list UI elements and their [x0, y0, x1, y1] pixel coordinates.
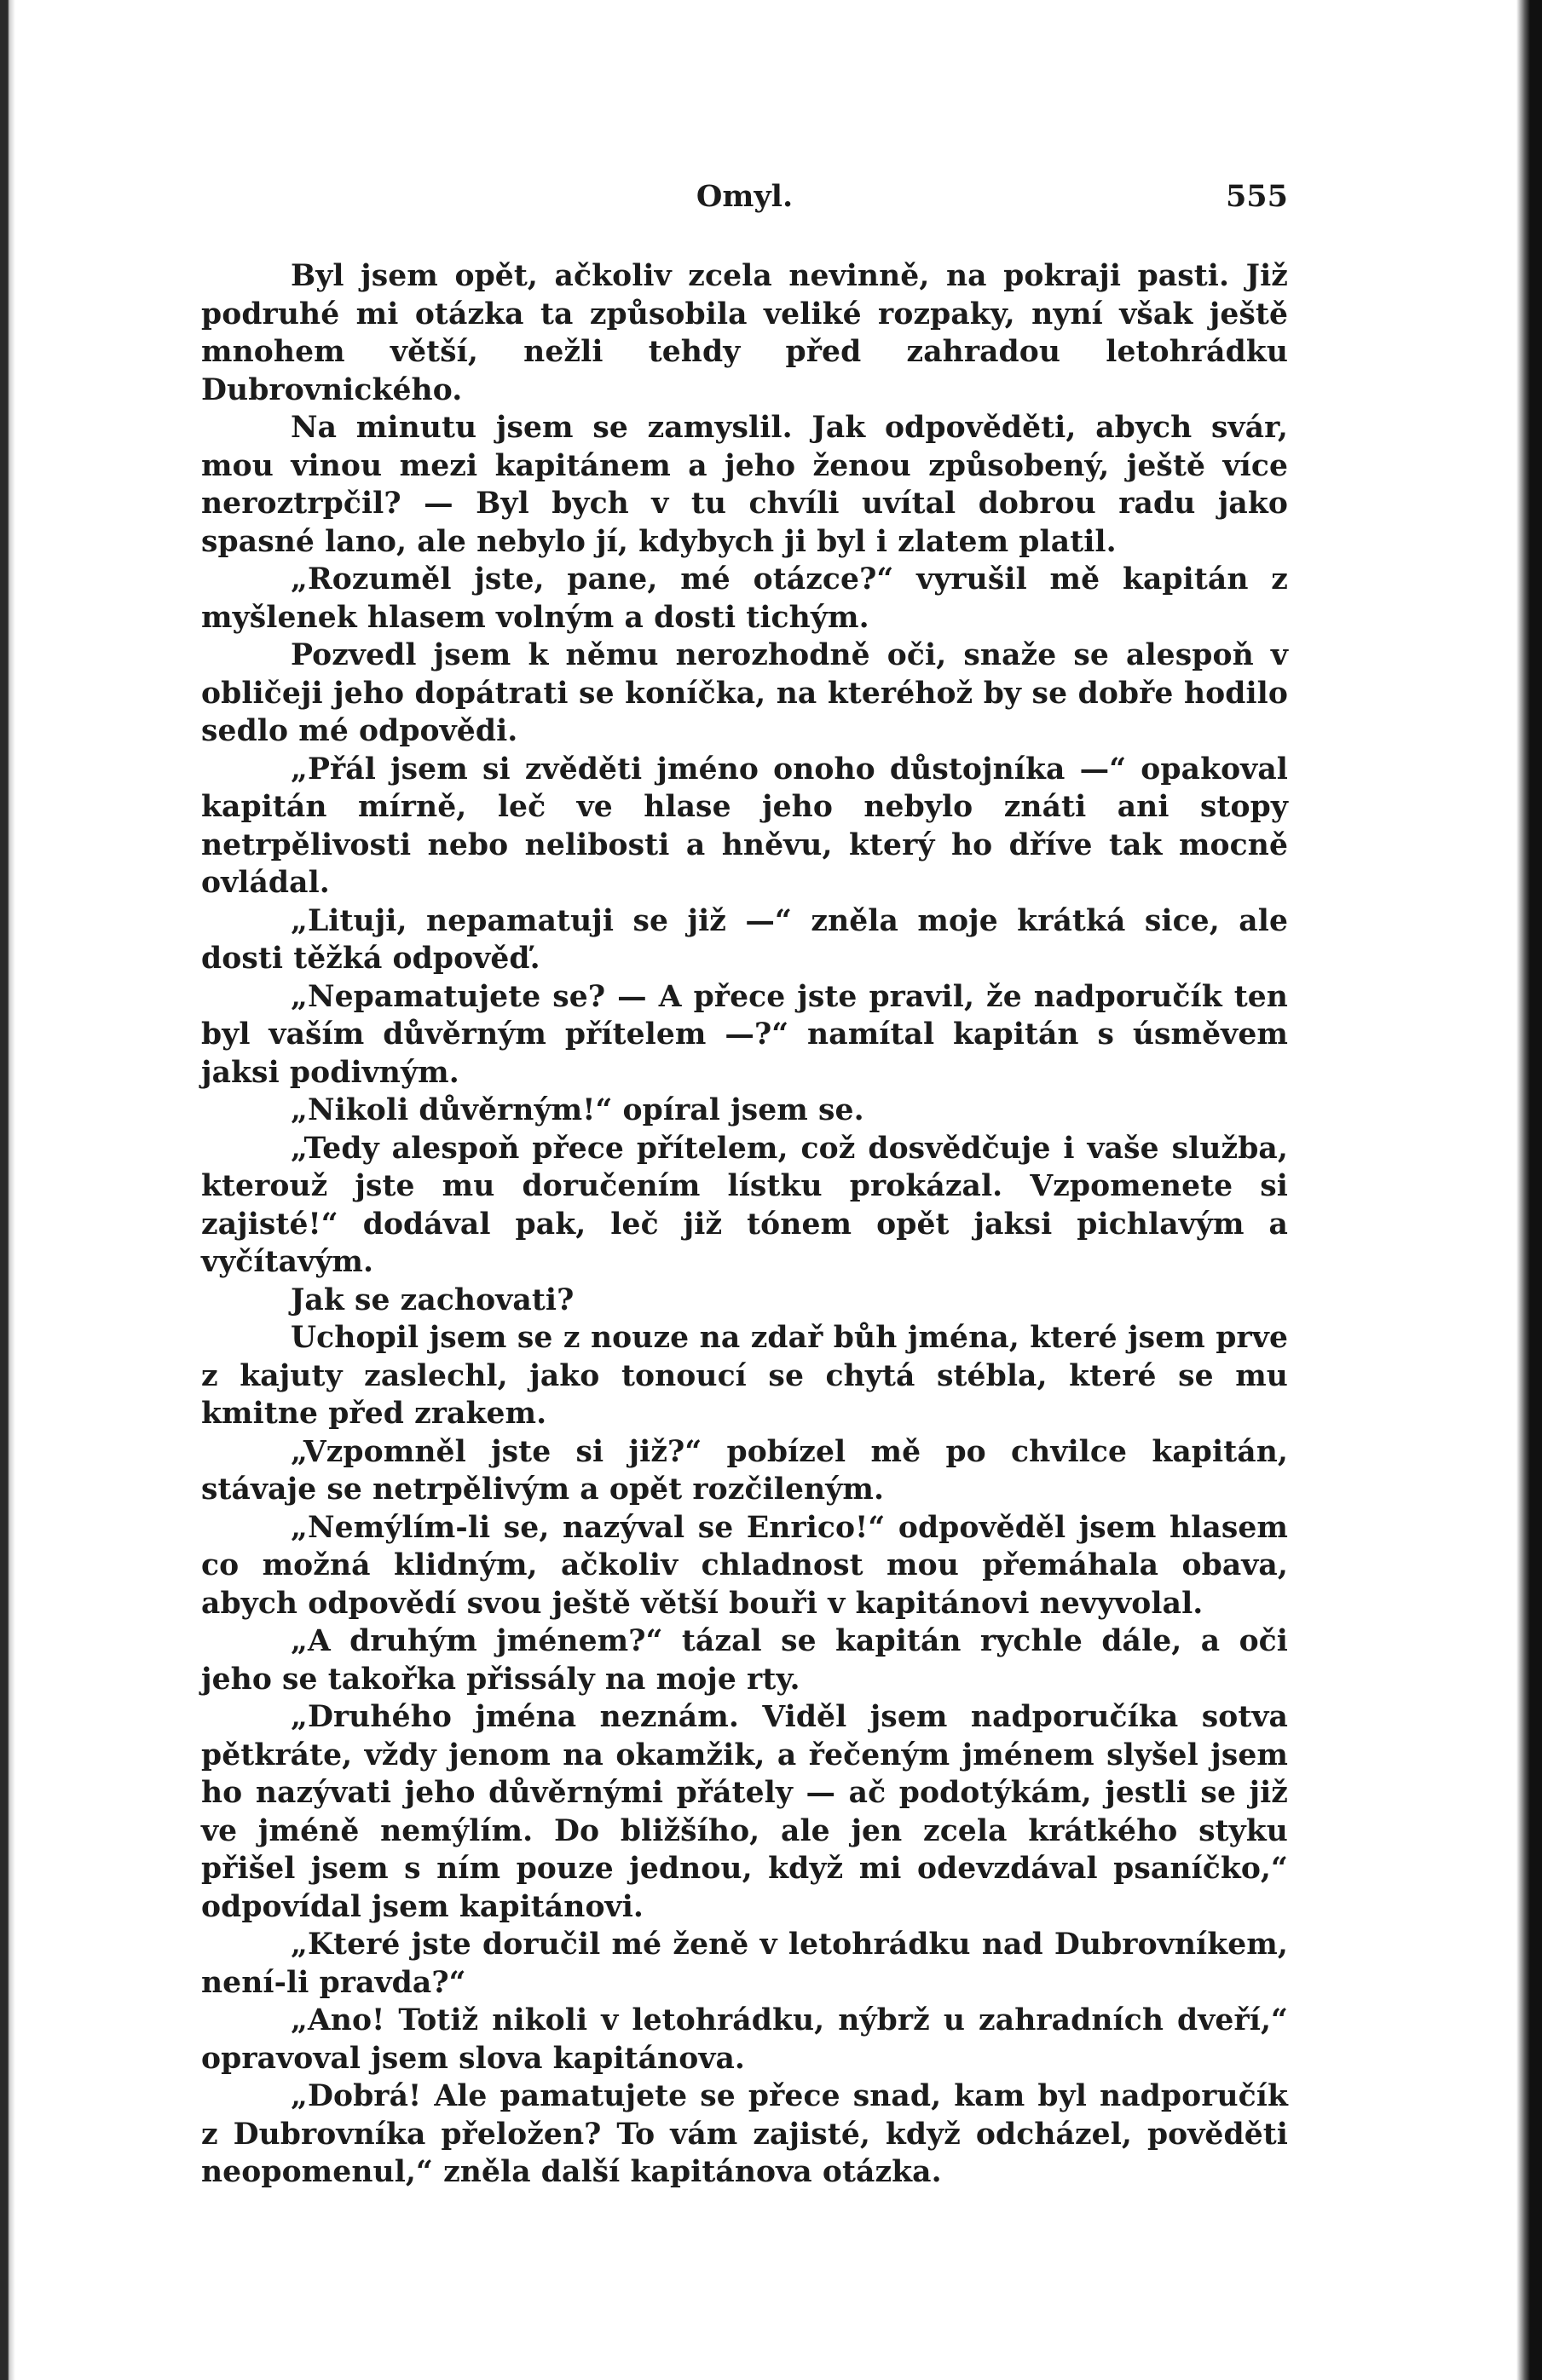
paragraph: „Rozuměl jste, pane, mé otázce?“ vyrušil mě kapitán z myšlenek hlasem volným a dosti tichým. [201, 562, 1288, 635]
paragraph: „Vzpomněl jste si již?“ pobízel mě po chvilce kapitán, stávaje se netrpělivým a opět rozčileným. [201, 1434, 1288, 1507]
body-text [201, 257, 1288, 2192]
paragraph: Uchopil jsem se z nouze na zdař bůh jména, které jsem prve z kajuty zaslechl, jako tonoucí se chytá stébla, které se mu kmitne před zrakem. [201, 1321, 1288, 1431]
chapter-title: Omyl. [696, 179, 794, 214]
scan-edge-right [1516, 0, 1542, 2380]
paragraph: „Druhého jména neznám. Viděl jsem nadporučíka sotva pětkráte, vždy jenom na okamžik, a řečeným jménem slyšel jsem ho nazývati jeho důvěrnými přátely — ač podotýkám, jestli se již ve jméně nemýlím. Do bližšího, ale jen zcela krátkého styku přišel jsem s ním pouze jednou, když mi odevzdával psaníčko,“ odpovídal jsem kapitánovi. [201, 1700, 1288, 1924]
paragraph: „Tedy alespoň přece přítelem, což dosvědčuje i vaše služba, kterouž jste mu doručením lístku prokázal. Vzpomenete si zajisté!“ dodával pak, leč již tónem opět jaksi pichlavým a vyčítavým. [201, 1131, 1288, 1279]
paragraph: „Nepamatujete se? — A přece jste pravil, že nadporučík ten byl vaším důvěrným přítelem —?“ namítal kapitán s úsměvem jaksi podivným. [201, 979, 1288, 1090]
paragraph: „Které jste doručil mé ženě v letohrádku nad Dubrovníkem, není-li pravda?“ [201, 1928, 1288, 2000]
paragraph: Jak se zachovati? [291, 1282, 575, 1317]
paragraph: Pozvedl jsem k němu nerozhodně oči, snaže se alespoň v obličeji jeho dopátrati se koníčka, na kteréhož by se dobře hodilo sedlo mé odpovědi. [201, 638, 1288, 748]
paragraph: Byl jsem opět, ačkoliv zcela nevinně, na pokraji pasti. Již podruhé mi otázka ta způsobila veliké rozpaky, nyní však ještě mnohem větší, nežli tehdy před zahradou letohrádku Dubrovnického. [201, 259, 1288, 407]
paragraph: „Přál jsem si zvěděti jméno onoho důstojníka —“ opakoval kapitán mírně, leč ve hlase jeho nebylo znáti ani stopy netrpělivosti nebo nelibosti a hněvu, který ho dříve tak mocně ovládal. [201, 752, 1288, 900]
paragraph: „Ano! Totiž nikoli v letohrádku, nýbrž u zahradních dveří,“ opravoval jsem slova kapitánova. [201, 2003, 1288, 2076]
book-page [201, 170, 1288, 2192]
running-head [201, 170, 1288, 222]
paragraph: „Lituji, nepamatuji se již —“ zněla moje krátká sice, ale dosti těžká odpověď. [201, 903, 1288, 976]
paragraph: „A druhým jménem?“ tázal se kapitán rychle dále, a oči jeho se takořka přissály na moje rty. [201, 1624, 1288, 1697]
paragraph: „Nikoli důvěrným!“ opíral jsem se. [291, 1093, 864, 1127]
page-number: 555 [1225, 179, 1288, 214]
paragraph: „Nemýlím-li se, nazýval se Enrico!“ odpověděl jsem hlasem co možná klidným, ačkoliv chladnost mou přemáhala obava, abych odpovědí svou ještě větší bouři v kapitánovi nevyvolal. [201, 1510, 1288, 1621]
scan-edge-left [0, 0, 15, 2380]
paragraph: „Dobrá! Ale pamatujete se přece snad, kam byl nadporučík z Dubrovníka přeložen? To vám zajisté, když odcházel, pověděti neopomenul,“ zněla další kapitánova otázka. [201, 2079, 1288, 2189]
paragraph: Na minutu jsem se zamyslil. Jak odpověděti, abych svár, mou vinou mezi kapitánem a jeho ženou způsobený, ještě více neroztrpčil? — Byl bych v tu chvíli uvítal dobrou radu jako spasné lano, ale nebylo jí, kdybych ji byl i zlatem platil. [201, 411, 1288, 559]
